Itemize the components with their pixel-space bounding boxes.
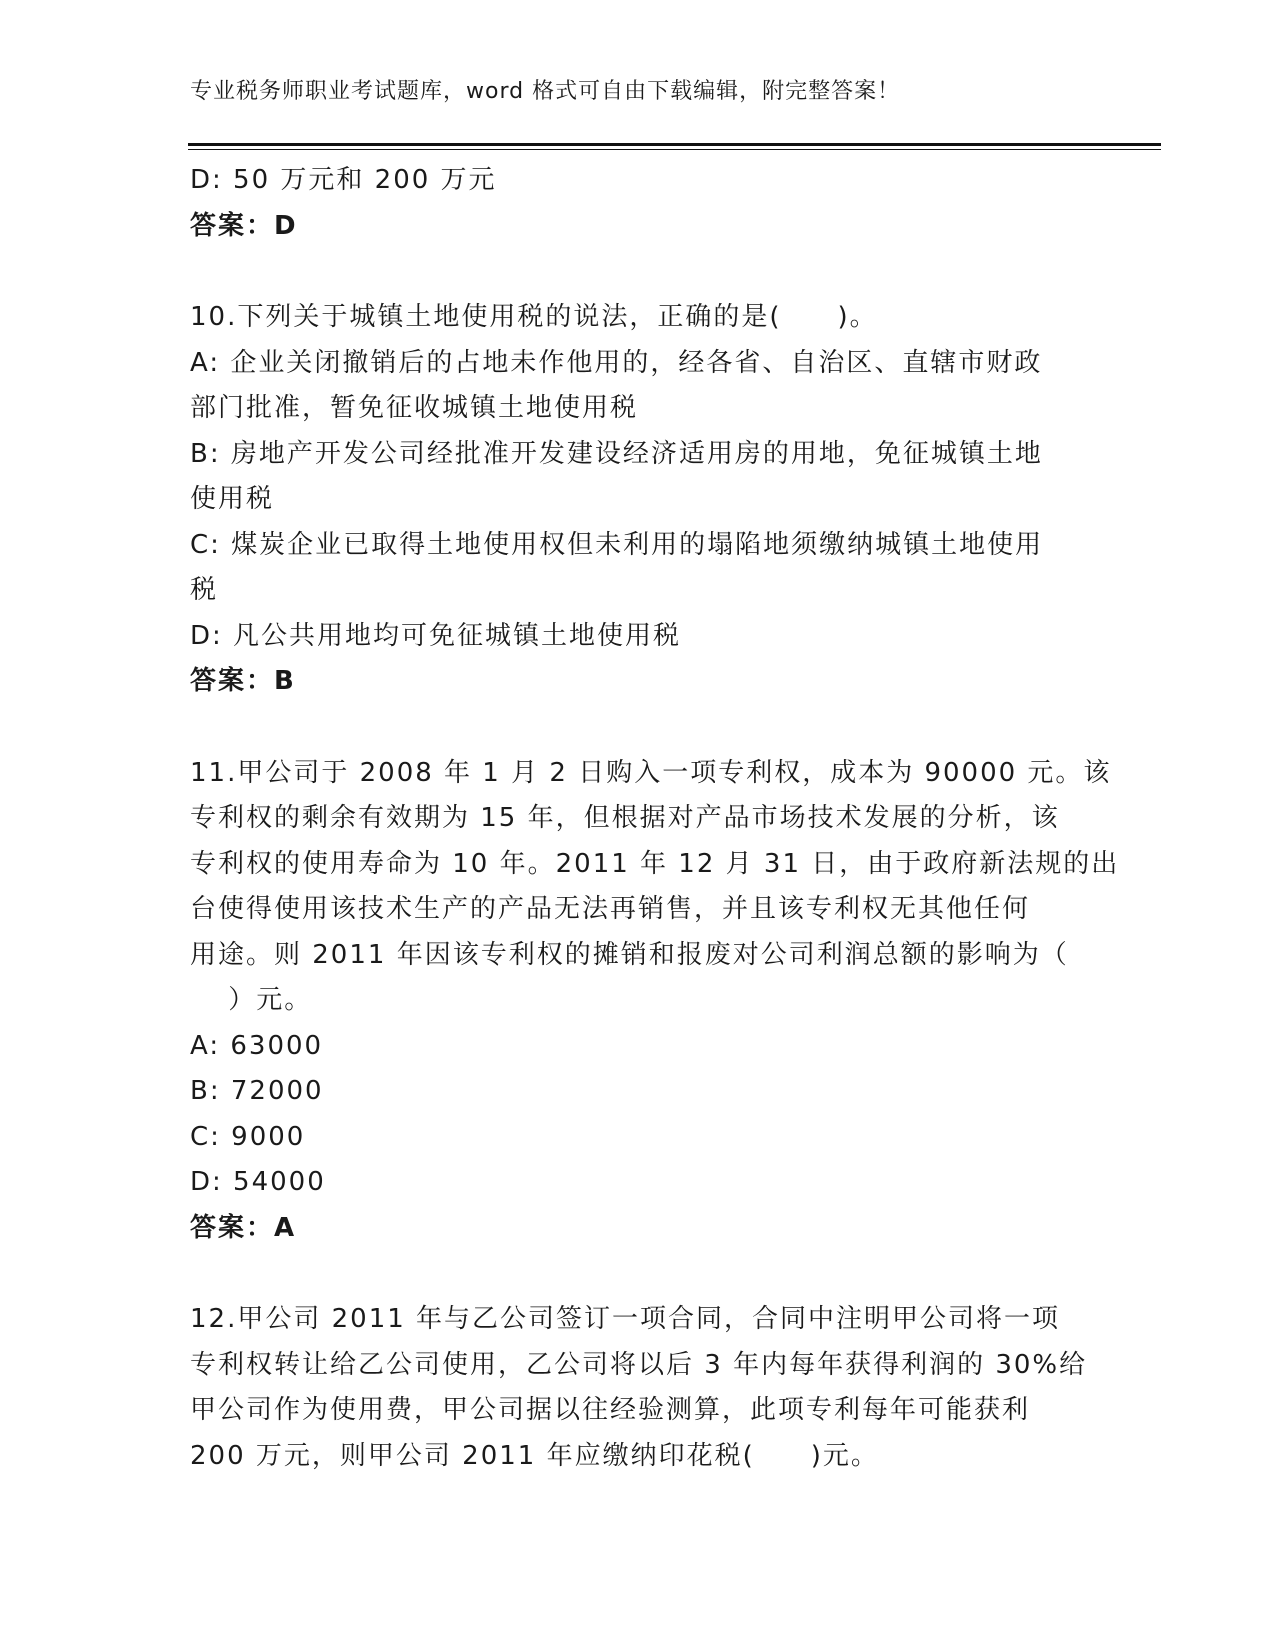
question-stem-cont: 专利权的剩余有效期为 15 年，但根据对产品市场技术发展的分析，该 [190, 803, 1060, 833]
page-header: 专业税务师职业考试题库，word 格式可自由下载编辑，附完整答案！ [190, 79, 901, 104]
option-a: A: 63000 [190, 1030, 324, 1061]
question-stem-cont: 台使得使用该技术生产的产品无法再销售，并且该专利权无其他任何 [190, 894, 1031, 924]
option-c: C: 煤炭企业已取得土地使用权但未利用的塌陷地须缴纳城镇土地使用 [190, 529, 1044, 560]
option-c: C: 9000 [190, 1121, 306, 1152]
question-stem-cont: 200 万元，则甲公司 2011 年应缴纳印花税( )元。 [190, 1440, 879, 1471]
header-rule-thick [188, 143, 1161, 146]
option-b: B: 房地产开发公司经批准开发建设经济适用房的用地，免征城镇土地 [190, 438, 1043, 469]
question-stem-cont: ）元。 [190, 985, 313, 1015]
spacer [190, 705, 1090, 751]
question-stem: 12.甲公司 2011 年与乙公司签订一项合同，合同中注明甲公司将一项 [190, 1304, 1061, 1334]
option-b: B: 72000 [190, 1076, 324, 1106]
option-d: D: 54000 [190, 1167, 326, 1197]
option-d: D: 50 万元和 200 万元 [190, 165, 497, 195]
question-10 [190, 295, 1090, 705]
option-a: A: 企业关闭撤销后的占地未作他用的，经各省、自治区、直辖市财政 [190, 347, 1043, 378]
question-12 [190, 1297, 1090, 1479]
exam-content [190, 158, 1120, 1479]
header-rule-thin [188, 149, 1161, 150]
question-stem-cont: 甲公司作为使用费，甲公司据以往经验测算，此项专利每年可能获利 [190, 1395, 1031, 1425]
option-c-cont: 税 [190, 575, 219, 605]
question-stem-cont: 专利权的使用寿命为 10 年。2011 年 12 月 31 日，由于政府新法规的出 [190, 848, 1120, 879]
option-d: D: 凡公共用地均可免征城镇土地使用税 [190, 620, 682, 651]
question-stem: 10.下列关于城镇土地使用税的说法，正确的是( )。 [190, 302, 878, 332]
spacer [190, 249, 1090, 295]
answer: 答案：A [190, 1212, 297, 1243]
question-9-tail [190, 158, 1090, 249]
question-11 [190, 751, 1120, 1252]
spacer [190, 1251, 1090, 1297]
answer: 答案：D [190, 210, 298, 241]
question-stem-cont: 专利权转让给乙公司使用，乙公司将以后 3 年内每年获得利润的 30%给 [190, 1349, 1088, 1380]
option-b-cont: 使用税 [190, 484, 275, 514]
question-stem-cont: 用途。则 2011 年因该专利权的摊销和报废对公司利润总额的影响为（ [190, 939, 1069, 970]
answer: 答案：B [190, 666, 296, 696]
option-a-cont: 部门批准，暂免征收城镇土地使用税 [190, 393, 639, 423]
question-stem: 11.甲公司于 2008 年 1 月 2 日购入一项专利权，成本为 90000 元。该 [190, 757, 1112, 788]
